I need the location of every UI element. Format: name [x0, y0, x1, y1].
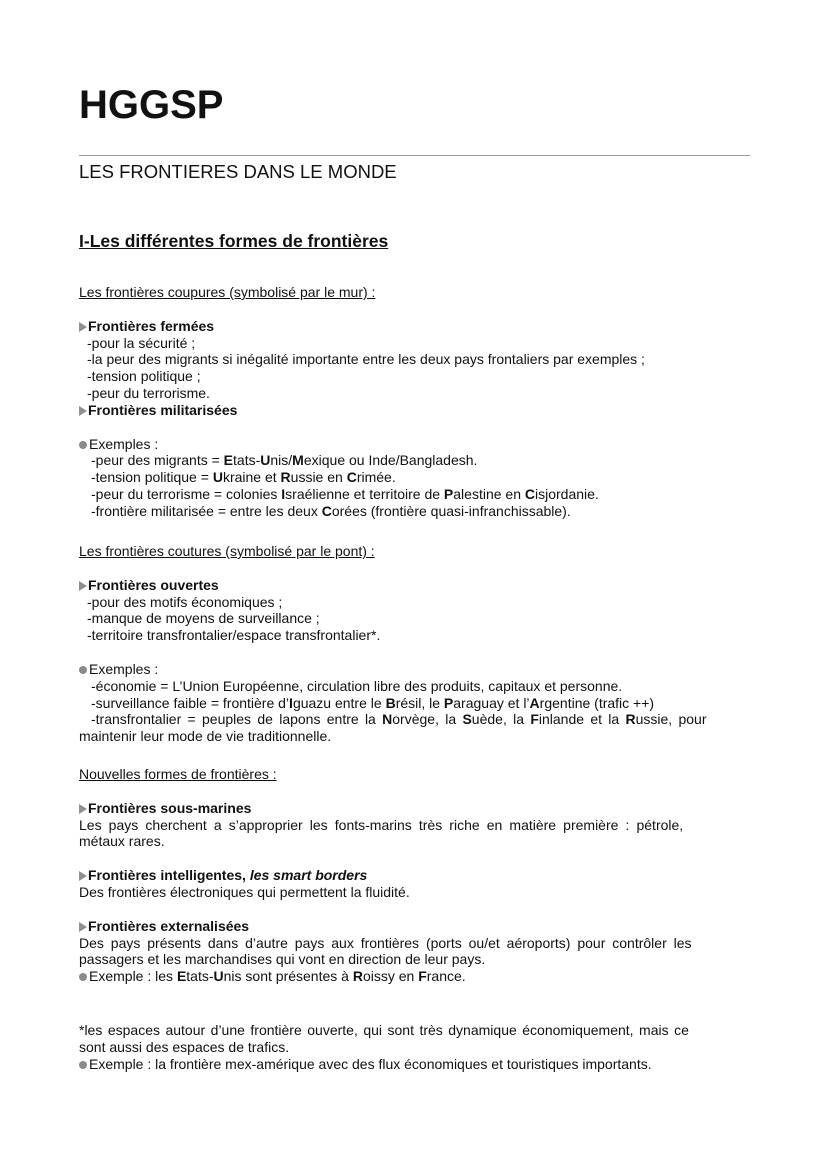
paragraph-line: Les pays cherchent a s’approprier les fonts-marins très riche en matière première : pétrole,: [79, 816, 684, 833]
example-item-continuation: maintenir leur mode de vie traditionnelle.: [79, 728, 332, 745]
list-item: -pour la sécurité ;: [87, 334, 196, 351]
list-item: -peur du terrorisme.: [87, 384, 210, 401]
footnote-example: Exemple : la frontière mex-amérique avec des flux économiques et touristiques importants.: [79, 1056, 750, 1073]
intelligentes-title: Frontières intelligentes, les smart borders: [79, 867, 750, 884]
example-item: -peur du terrorisme = colonies Israélienne et territoire de Palestine en Cisjordanie.: [91, 485, 599, 502]
example-item: -peur des migrants = Etats-Unis/Mexique ou Inde/Bangladesh.: [91, 452, 478, 469]
list-item: -territoire transfrontalier/espace transfrontalier*.: [87, 627, 381, 644]
nouvelles-section: [79, 766, 750, 985]
triangle-right-icon: [79, 406, 87, 416]
examples-label: Exemples :: [79, 436, 750, 453]
circle-bullet-icon: [79, 666, 87, 674]
paragraph-line: métaux rares.: [79, 833, 165, 850]
sous-marines-title: Frontières sous-marines: [79, 800, 750, 817]
horizontal-divider: [79, 155, 750, 156]
example-item: -frontière militarisée = entre les deux Corées (frontière quasi-infranchissable).: [91, 502, 571, 519]
paragraph-line: Des frontières électroniques qui permettent la fluidité.: [79, 883, 410, 900]
list-item: -tension politique ;: [87, 368, 201, 385]
example-item: -tension politique = Ukraine et Russie en Crimée.: [91, 469, 396, 486]
coutures-section: [79, 543, 750, 745]
militarisees-title: Frontières militarisées: [79, 402, 750, 419]
triangle-right-icon: [79, 871, 87, 881]
triangle-right-icon: [79, 922, 87, 932]
triangle-right-icon: [79, 804, 87, 814]
triangle-right-icon: [79, 581, 87, 591]
list-item: -la peur des migrants si inégalité importante entre les deux pays frontaliers par exemples ;: [87, 351, 645, 368]
list-item: -pour des motifs économiques ;: [87, 593, 283, 610]
section-title: I-Les différentes formes de frontières: [79, 231, 389, 251]
coupures-heading: Les frontières coupures (symbolisé par le mur) :: [79, 284, 376, 300]
paragraph-line: Des pays présents dans d’autre pays aux frontières (ports ou/et aéroports) pour contrôler les: [79, 934, 692, 951]
example-item: -transfrontalier = peuples de lapons entre la Norvège, la Suède, la Finlande et la Russie, pour: [91, 711, 707, 728]
footnote-section: [79, 1022, 750, 1072]
example-item: -surveillance faible = frontière d’Iguazu entre le Brésil, le Paraguay et l’Argentine (trafic ++): [91, 694, 655, 711]
circle-bullet-icon: [79, 1061, 87, 1069]
paragraph-line: passagers et les marchandises qui vont en direction de leur pays.: [79, 951, 486, 968]
example-item: -économie = L’Union Européenne, circulation libre des produits, capitaux et personne.: [91, 677, 623, 694]
coupures-section: [79, 284, 750, 520]
triangle-right-icon: [79, 322, 87, 332]
nouvelles-heading: Nouvelles formes de frontières :: [79, 766, 277, 782]
circle-bullet-icon: [79, 973, 87, 981]
footnote-line: sont aussi des espaces de trafics.: [79, 1038, 290, 1055]
document-subtitle: LES FRONTIERES DANS LE MONDE: [79, 161, 397, 182]
footnote-line: *les espaces autour d’une frontière ouverte, qui sont très dynamique économiquement, mais ce: [79, 1022, 689, 1038]
fermees-title: Frontières fermées: [79, 318, 750, 335]
ouvertes-title: Frontières ouvertes: [79, 577, 750, 594]
externalisees-title: Frontières externalisées: [79, 918, 750, 935]
examples-label: Exemples :: [79, 661, 750, 678]
example-item: Exemple : les Etats-Unis sont présentes à Roissy en France.: [79, 968, 750, 985]
document-title: HGGSP: [79, 83, 224, 127]
circle-bullet-icon: [79, 441, 87, 449]
list-item: -manque de moyens de surveillance ;: [87, 610, 320, 627]
coutures-heading: Les frontières coutures (symbolisé par le pont) :: [79, 543, 375, 559]
